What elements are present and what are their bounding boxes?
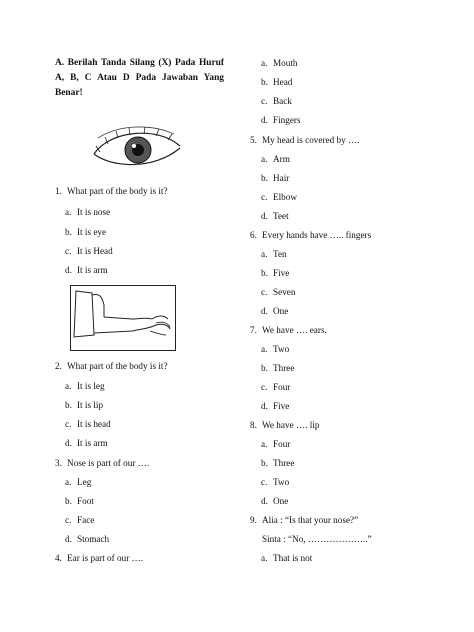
option-1c[interactable] <box>65 246 113 256</box>
option-letter: a. <box>261 154 268 164</box>
option-8a[interactable] <box>261 439 290 449</box>
option-3b[interactable] <box>65 496 94 506</box>
option-9a[interactable] <box>261 553 312 563</box>
option-text: It is nose <box>77 207 111 217</box>
option-text: Arm <box>273 154 290 164</box>
option-5d[interactable] <box>261 211 289 221</box>
option-text: It is lip <box>77 400 104 410</box>
question-text-line1: Alia : “Is that your nose?” <box>262 515 359 525</box>
question-text: My head is covered by …. <box>262 135 360 145</box>
option-text: That is not <box>273 553 313 563</box>
option-letter: b. <box>261 173 268 183</box>
option-text: Three <box>273 458 295 468</box>
question-number: 9. <box>250 515 257 525</box>
option-text: One <box>273 306 289 316</box>
option-5a[interactable] <box>261 154 290 164</box>
option-8b[interactable] <box>261 458 294 468</box>
question-number: 7. <box>250 325 257 335</box>
option-text: It is Head <box>77 246 113 256</box>
option-text: Elbow <box>273 192 297 202</box>
question-9 <box>250 515 358 525</box>
option-4c[interactable] <box>261 96 292 106</box>
option-2b[interactable] <box>65 400 103 410</box>
option-1a[interactable] <box>65 207 110 217</box>
option-letter: d. <box>261 115 268 125</box>
option-letter: d. <box>261 306 268 316</box>
option-1b[interactable] <box>65 227 106 237</box>
option-letter: b. <box>261 77 268 87</box>
option-text: Three <box>273 363 295 373</box>
question-text: We have …. lip <box>262 420 320 430</box>
option-letter: c. <box>261 287 268 297</box>
option-text: Back <box>273 96 292 106</box>
option-text: It is leg <box>77 381 105 391</box>
question-3 <box>55 458 149 468</box>
option-4b[interactable] <box>261 77 292 87</box>
option-letter: c. <box>261 96 268 106</box>
option-text: Foot <box>77 496 94 506</box>
option-letter: d. <box>261 496 268 506</box>
option-8d[interactable] <box>261 496 288 506</box>
option-letter: a. <box>261 439 268 449</box>
option-text: It is arm <box>77 265 108 275</box>
option-letter: a. <box>65 207 72 217</box>
question-number: 3. <box>55 458 62 468</box>
eye-illustration <box>90 124 184 174</box>
option-4d[interactable] <box>261 115 301 125</box>
question-2 <box>55 361 168 371</box>
question-6 <box>250 230 371 240</box>
option-letter: b. <box>65 496 72 506</box>
option-text: Mouth <box>273 58 298 68</box>
option-2d[interactable] <box>65 438 108 448</box>
option-letter: a. <box>261 249 268 259</box>
option-3a[interactable] <box>65 477 91 487</box>
option-7c[interactable] <box>261 382 290 392</box>
option-letter: c. <box>261 382 268 392</box>
option-letter: a. <box>261 553 268 563</box>
option-letter: c. <box>65 246 72 256</box>
option-7d[interactable] <box>261 401 289 411</box>
option-1d[interactable] <box>65 265 108 275</box>
option-5c[interactable] <box>261 192 297 202</box>
question-1 <box>55 186 168 196</box>
question-text: What part of the body is it? <box>67 186 168 196</box>
option-text: Four <box>273 439 291 449</box>
option-letter: c. <box>261 192 268 202</box>
arm-illustration <box>70 285 176 351</box>
option-letter: b. <box>65 400 72 410</box>
option-text: Fingers <box>273 115 301 125</box>
option-6c[interactable] <box>261 287 295 297</box>
option-4a[interactable] <box>261 58 298 68</box>
option-2a[interactable] <box>65 381 105 391</box>
option-letter: d. <box>65 534 72 544</box>
option-letter: a. <box>65 477 72 487</box>
option-3d[interactable] <box>65 534 109 544</box>
option-6a[interactable] <box>261 249 287 259</box>
option-text: Teet <box>273 211 289 221</box>
question-number: 2. <box>55 361 62 371</box>
option-letter: a. <box>65 381 72 391</box>
option-letter: c. <box>65 515 72 525</box>
option-letter: a. <box>261 58 268 68</box>
option-letter: b. <box>261 458 268 468</box>
question-text: Every hands have ….. fingers <box>262 230 372 240</box>
option-text: Hair <box>273 173 290 183</box>
question-text: Nose is part of our …. <box>67 458 150 468</box>
option-letter: d. <box>261 211 268 221</box>
option-text: Five <box>273 268 290 278</box>
option-8c[interactable] <box>261 477 289 487</box>
option-text: It is head <box>77 419 111 429</box>
option-letter: b. <box>261 363 268 373</box>
option-text: Ten <box>273 249 287 259</box>
option-text: Two <box>273 477 290 487</box>
option-letter: a. <box>261 344 268 354</box>
question-text: What part of the body is it? <box>67 361 168 371</box>
option-text: One <box>273 496 289 506</box>
option-text: Four <box>273 382 291 392</box>
question-number: 5. <box>250 135 257 145</box>
option-6b[interactable] <box>261 268 289 278</box>
question-number: 1. <box>55 186 62 196</box>
option-letter: c. <box>65 419 72 429</box>
option-letter: b. <box>261 268 268 278</box>
option-letter: d. <box>65 265 72 275</box>
option-2c[interactable] <box>65 419 111 429</box>
question-number: 6. <box>250 230 257 240</box>
question-number: 8. <box>250 420 257 430</box>
instruction-title: A. Berilah Tanda Silang (X) Pada Huruf A, B, C Atau D Pada Jawaban Yang Benar! <box>55 58 224 98</box>
option-6d[interactable] <box>261 306 288 316</box>
option-text: Seven <box>273 287 296 297</box>
option-letter: c. <box>261 477 268 487</box>
question-text: Ear is part of our …. <box>67 553 144 563</box>
option-letter: d. <box>65 438 72 448</box>
question-9-line2: Sinta : “No, ………………..” <box>262 534 372 544</box>
option-text: It is eye <box>77 227 107 237</box>
question-7 <box>250 325 327 335</box>
option-7a[interactable] <box>261 344 289 354</box>
option-3c[interactable] <box>65 515 94 525</box>
option-text: Stomach <box>77 534 110 544</box>
question-text: We have …. ears. <box>262 325 327 335</box>
question-number: 4. <box>55 553 62 563</box>
option-text: Two <box>273 344 290 354</box>
option-text: Face <box>77 515 95 525</box>
question-5 <box>250 135 359 145</box>
option-5b[interactable] <box>261 173 289 183</box>
option-text: Five <box>273 401 290 411</box>
question-4 <box>55 553 143 563</box>
option-letter: b. <box>65 227 72 237</box>
option-7b[interactable] <box>261 363 294 373</box>
option-text: It is arm <box>77 438 108 448</box>
option-letter: d. <box>261 401 268 411</box>
question-8 <box>250 420 319 430</box>
option-text: Head <box>273 77 293 87</box>
option-text: Leg <box>77 477 92 487</box>
